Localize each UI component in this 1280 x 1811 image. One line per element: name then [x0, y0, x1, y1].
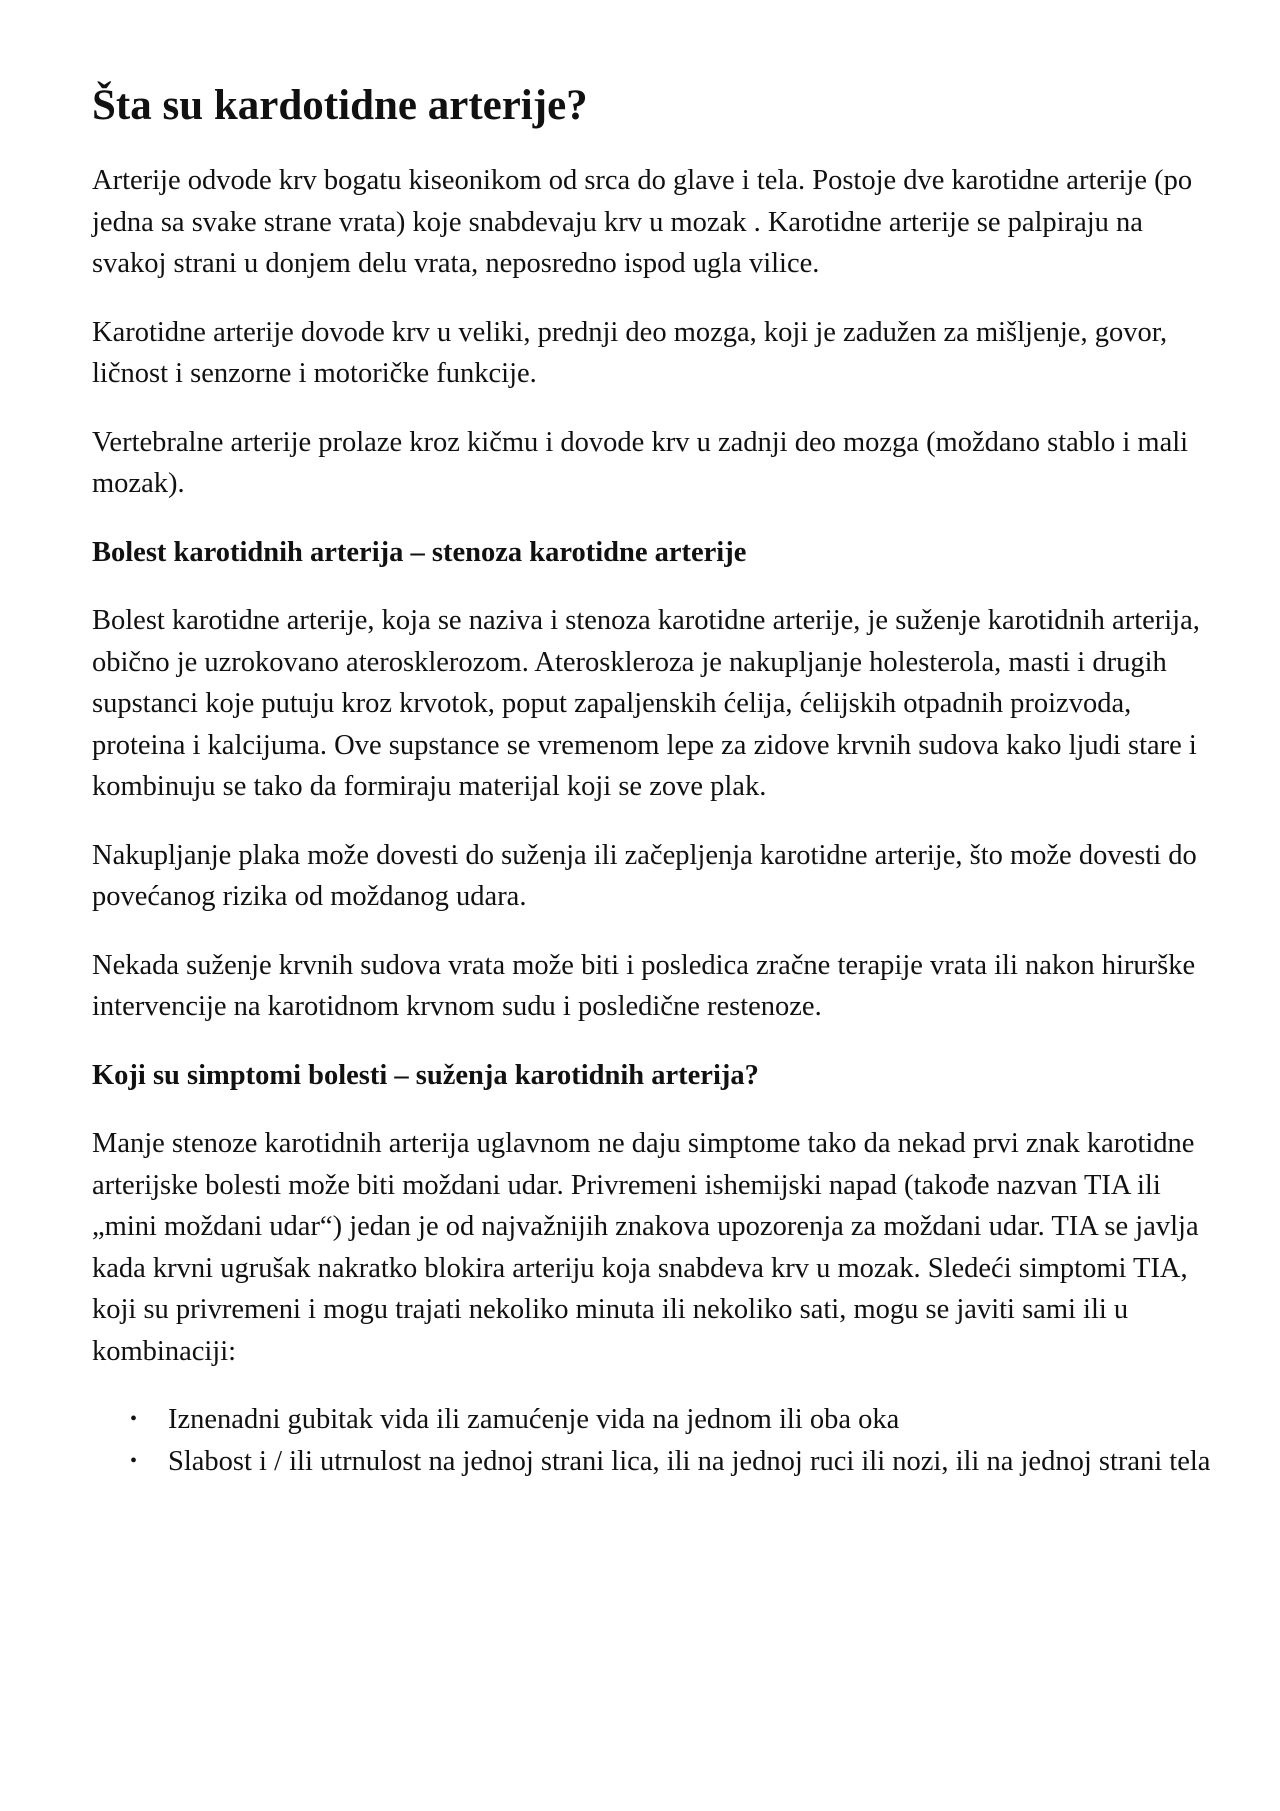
intro-paragraph-3: Vertebralne arterije prolaze kroz kičmu i dovode krv u zadnji deo mozga (moždano stablo i mali mozak).: [92, 426, 1189, 499]
intro-paragraph-1: Arterije odvode krv bogatu kiseonikom od srca do glave i tela. Postoje dve karotidne arterije (po jedna sa svake strane vrata) koje snabdevaju krv u mozak . Karotidne arterije se palpiraju na svakoj strani u donjem delu vrata, neposredno ispod ugla vilice.: [92, 165, 1193, 279]
symptom-list: [92, 1399, 1212, 1482]
page-title: Šta su kardotidne arterije?: [92, 82, 588, 129]
section-heading-carotid-disease: Bolest karotidnih arterija – stenoza karotidne arterije: [92, 536, 747, 568]
section-heading-symptoms: Koji su simptomi bolesti – suženja karotidnih arterija?: [92, 1059, 759, 1091]
list-item-text: Slabost i / ili utrnulost na jednoj strani lica, ili na jednoj ruci ili nozi, ili na jednoj strani tela: [168, 1445, 1211, 1477]
section1-paragraph-2: Nakupljanje plaka može dovesti do suženja ili začepljenja karotidne arterije, što može dovesti do povećanog rizika od moždanog udara.: [92, 839, 1197, 912]
section1-paragraph-1: Bolest karotidne arterije, koja se naziva i stenoza karotidne arterije, je suženje karotidnih arterija, obično je uzrokovano aterosklerozom. Ateroskleroza je nakupljanje holesterola, masti i drugih supstanci koje putuju kroz krvotok, poput zapaljenskih ćelija, ćelijskih otpadnih proizvoda, proteina i kalcijuma. Ove supstance se vremenom lepe za zidove krvnih sudova kako ljudi stare i kombinuju se tako da formiraju materijal koji se zove plak.: [92, 605, 1200, 802]
document-page: [92, 78, 1212, 1482]
intro-paragraph-2: Karotidne arterije dovode krv u veliki, prednji deo mozga, koji je zadužen za mišljenje, govor, ličnost i senzorne i motoričke funkcije.: [92, 316, 1168, 389]
list-item: [92, 1399, 1212, 1441]
section1-paragraph-3: Nekada suženje krvnih sudova vrata može biti i posledica zračne terapije vrata ili nakon hirurške intervencije na karotidnom krvnom sudu i posledične restenoze.: [92, 949, 1196, 1022]
list-item: [92, 1441, 1212, 1483]
section2-paragraph-1: Manje stenoze karotidnih arterija uglavnom ne daju simptome tako da nekad prvi znak karotidne arterijske bolesti može biti moždani udar. Privremeni ishemijski napad (takođe nazvan TIA ili „mini moždani udar“) jedan je od najvažnijih znakova upozorenja za moždani udar. TIA se javlja kada krvni ugrušak nakratko blokira arteriju koja snabdeva krv u mozak. Sledeći simptomi TIA, koji su privremeni i mogu trajati nekoliko minuta ili nekoliko sati, mogu se javiti sami ili u kombinaciji:: [92, 1128, 1199, 1367]
symptom-list-container: [92, 1399, 1212, 1482]
list-item-text: Iznenadni gubitak vida ili zamućenje vida na jednom ili oba oka: [168, 1404, 900, 1435]
bullet-icon: •: [130, 1449, 138, 1472]
bullet-icon: •: [130, 1408, 138, 1430]
